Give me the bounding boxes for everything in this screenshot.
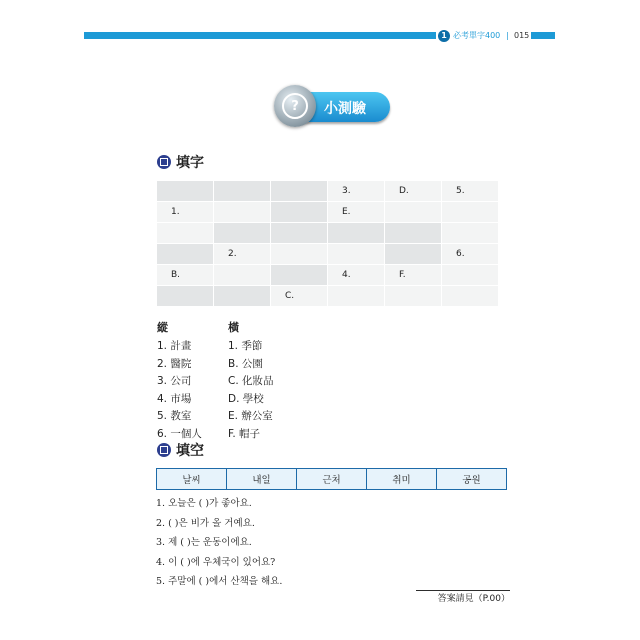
crossword-row xyxy=(157,265,499,286)
crossword-cell[interactable] xyxy=(271,244,328,265)
word-bank xyxy=(156,468,507,490)
magnifier-icon: ? xyxy=(274,85,316,127)
crossword-cell[interactable] xyxy=(214,223,271,244)
page-header xyxy=(436,28,531,43)
crossword-cell[interactable]: 2. xyxy=(214,244,271,265)
crossword-cell[interactable] xyxy=(157,223,214,244)
crossword-cell[interactable] xyxy=(385,202,442,223)
vertical-clue: 2. 醫院 xyxy=(157,357,192,370)
crossword-grid xyxy=(156,180,499,307)
crossword-cell[interactable] xyxy=(214,202,271,223)
section-title: 填字 xyxy=(176,155,204,171)
chapter-title: 必考單字400 xyxy=(453,31,501,40)
crossword-cell[interactable]: 6. xyxy=(442,244,499,265)
sentence-item: 2. ( )은 비가 올 거예요. xyxy=(156,517,255,529)
word-bank-item: 취미 xyxy=(367,469,437,490)
crossword-cell[interactable] xyxy=(271,223,328,244)
horizontal-clue: E. 辦公室 xyxy=(228,410,273,423)
crossword-cell[interactable] xyxy=(157,244,214,265)
crossword-row xyxy=(157,223,499,244)
section-heading-fill-blank xyxy=(157,440,204,460)
crossword-cell[interactable] xyxy=(442,286,499,307)
crossword-cell[interactable]: D. xyxy=(385,181,442,202)
crossword-cell[interactable] xyxy=(157,181,214,202)
crossword-cell[interactable] xyxy=(214,181,271,202)
horizontal-clue: C. 化妝品 xyxy=(228,375,274,388)
vertical-clue: 4. 市場 xyxy=(157,392,192,405)
sentence-item: 3. 제 ( )는 운동이에요. xyxy=(156,537,252,548)
clue-list xyxy=(157,319,299,444)
crossword-cell[interactable]: 5. xyxy=(442,181,499,202)
crossword-cell[interactable]: 4. xyxy=(328,265,385,286)
vertical-heading: 縱 xyxy=(157,321,168,334)
horizontal-clue: B. 公園 xyxy=(228,357,263,370)
chapter-badge: 1 xyxy=(438,30,450,42)
quiz-title: 小測驗 xyxy=(324,101,366,117)
sentence-item: 1. 오늘은 ( )가 좋아요. xyxy=(156,498,252,509)
crossword-row xyxy=(157,244,499,265)
crossword-cell[interactable] xyxy=(214,265,271,286)
crossword-cell[interactable] xyxy=(157,286,214,307)
crossword-cell[interactable]: 3. xyxy=(328,181,385,202)
vertical-clue: 5. 教室 xyxy=(157,410,192,423)
crossword-cell[interactable] xyxy=(328,223,385,244)
crossword-cell[interactable]: C. xyxy=(271,286,328,307)
horizontal-clue: D. 學校 xyxy=(228,392,264,405)
crossword-cell[interactable] xyxy=(271,265,328,286)
crossword-cell[interactable] xyxy=(328,286,385,307)
sentence-list xyxy=(156,494,282,592)
vertical-clues xyxy=(157,319,228,444)
crossword-row xyxy=(157,202,499,223)
sentence-item: 4. 이 ( )에 우체국이 있어요? xyxy=(156,556,276,568)
crossword-row xyxy=(157,181,499,202)
crossword-cell[interactable] xyxy=(271,202,328,223)
sentence-item: 5. 주말에 ( )에서 산책을 해요. xyxy=(156,576,283,587)
header-divider: | xyxy=(506,31,509,40)
horizontal-clue: 1. 季節 xyxy=(228,340,263,352)
word-bank-item: 내일 xyxy=(227,469,297,490)
crossword-cell[interactable]: 1. xyxy=(157,202,214,223)
horizontal-heading: 橫 xyxy=(228,321,239,334)
crossword-cell[interactable] xyxy=(271,181,328,202)
crossword-cell[interactable] xyxy=(385,286,442,307)
crossword-cell[interactable]: B. xyxy=(157,265,214,286)
answer-reference: 答案請見（P.00） xyxy=(416,590,510,607)
vertical-clue: 1. 計畫 xyxy=(157,340,192,352)
crossword-cell[interactable]: E. xyxy=(328,202,385,223)
word-bank-item: 공원 xyxy=(437,469,507,490)
page-number: 015 xyxy=(513,31,530,40)
word-bank-item: 날씨 xyxy=(157,469,227,490)
crossword-cell[interactable] xyxy=(442,202,499,223)
crossword-cell[interactable] xyxy=(328,244,385,265)
section-bullet-icon xyxy=(157,443,171,457)
vertical-clue: 6. 一個人 xyxy=(157,427,202,440)
section-bullet-icon xyxy=(157,155,171,169)
word-bank-item: 근처 xyxy=(297,469,367,490)
horizontal-clue: F. 帽子 xyxy=(228,427,261,440)
crossword-cell[interactable] xyxy=(214,286,271,307)
crossword-cell[interactable] xyxy=(385,244,442,265)
crossword-cell[interactable]: F. xyxy=(385,265,442,286)
horizontal-clues xyxy=(228,319,299,444)
crossword-cell[interactable] xyxy=(385,223,442,244)
vertical-clue: 3. 公司 xyxy=(157,375,192,388)
section-heading-crossword xyxy=(157,152,204,172)
crossword-row xyxy=(157,286,499,307)
section-title: 填空 xyxy=(176,443,204,459)
crossword-cell[interactable] xyxy=(442,223,499,244)
crossword-cell[interactable] xyxy=(442,265,499,286)
